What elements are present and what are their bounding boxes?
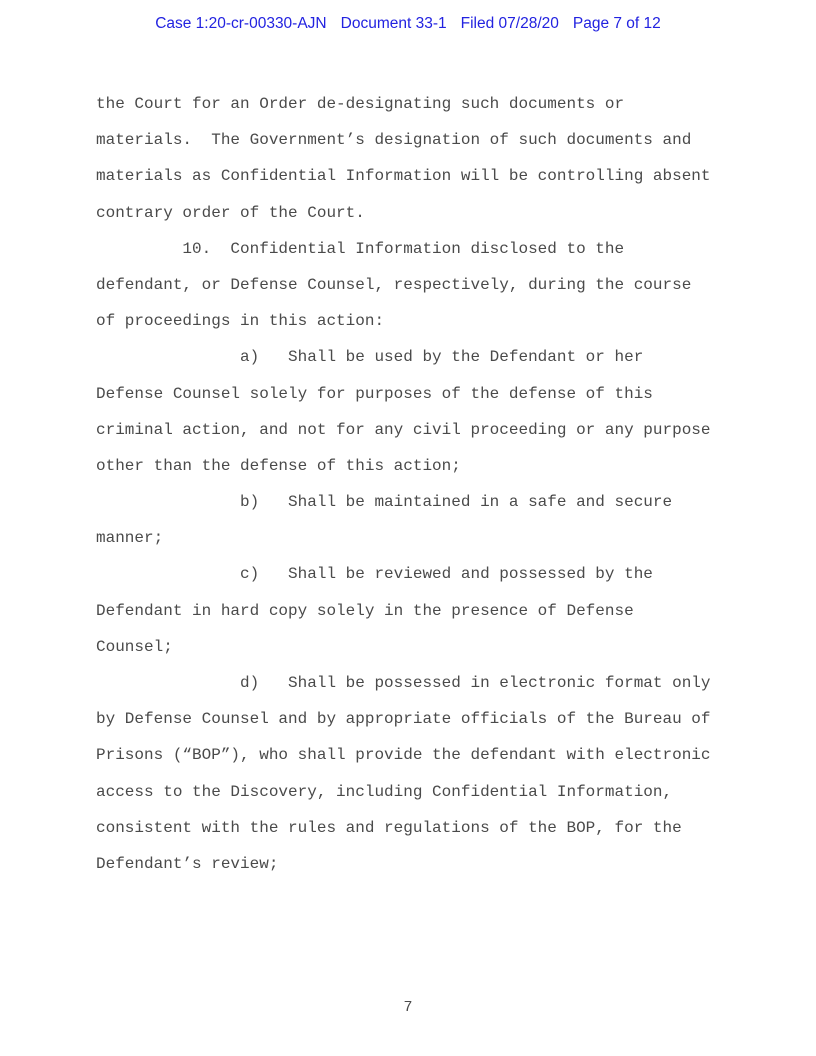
case-caption-header bbox=[0, 15, 816, 33]
document-body bbox=[96, 86, 776, 882]
document-line: Counsel; bbox=[96, 637, 173, 656]
document-line: manner; bbox=[96, 529, 164, 548]
document-line: Defendant in hard copy solely in the presence of Defense bbox=[96, 601, 634, 620]
document-line: Prisons (“BOP”), who shall provide the defendant with electronic bbox=[96, 746, 711, 765]
document-line: the Court for an Order de-designating such documents or bbox=[96, 95, 625, 113]
document-line: Defendant’s review; bbox=[96, 854, 279, 873]
document-line: criminal action, and not for any civil proceeding or any purpose bbox=[96, 420, 711, 439]
document-line: materials. The Government’s designation of such documents and bbox=[96, 131, 692, 150]
document-line: by Defense Counsel and by appropriate officials of the Bureau of bbox=[96, 710, 711, 729]
document-number: Document 33-1 bbox=[340, 15, 447, 32]
document-line: Defense Counsel solely for purposes of the defense of this bbox=[96, 384, 653, 403]
footer-page-number: 7 bbox=[403, 999, 413, 1016]
document-line: access to the Discovery, including Confidential Information, bbox=[96, 782, 673, 801]
filed-date: Filed 07/28/20 bbox=[460, 15, 559, 32]
document-line-subparagraph-c: c) Shall be reviewed and possessed by the bbox=[96, 565, 653, 584]
document-line: other than the defense of this action; bbox=[96, 456, 461, 475]
document-line: consistent with the rules and regulations of the BOP, for the bbox=[96, 818, 682, 837]
document-line: of proceedings in this action: bbox=[96, 312, 385, 331]
document-line-subparagraph-a: a) Shall be used by the Defendant or her bbox=[96, 348, 644, 367]
document-line: materials as Confidential Information will be controlling absent bbox=[96, 167, 711, 186]
document-line: contrary order of the Court. bbox=[96, 203, 365, 222]
document-line: defendant, or Defense Counsel, respectively, during the course bbox=[96, 275, 692, 294]
document-line-subparagraph-d: d) Shall be possessed in electronic format only bbox=[96, 674, 711, 692]
document-line-subparagraph-b: b) Shall be maintained in a safe and secure bbox=[96, 493, 673, 512]
page-count: Page 7 of 12 bbox=[572, 15, 661, 32]
case-number: Case 1:20-cr-00330-AJN bbox=[155, 15, 327, 32]
document-line-paragraph-10: 10. Confidential Information disclosed to the bbox=[96, 239, 625, 258]
